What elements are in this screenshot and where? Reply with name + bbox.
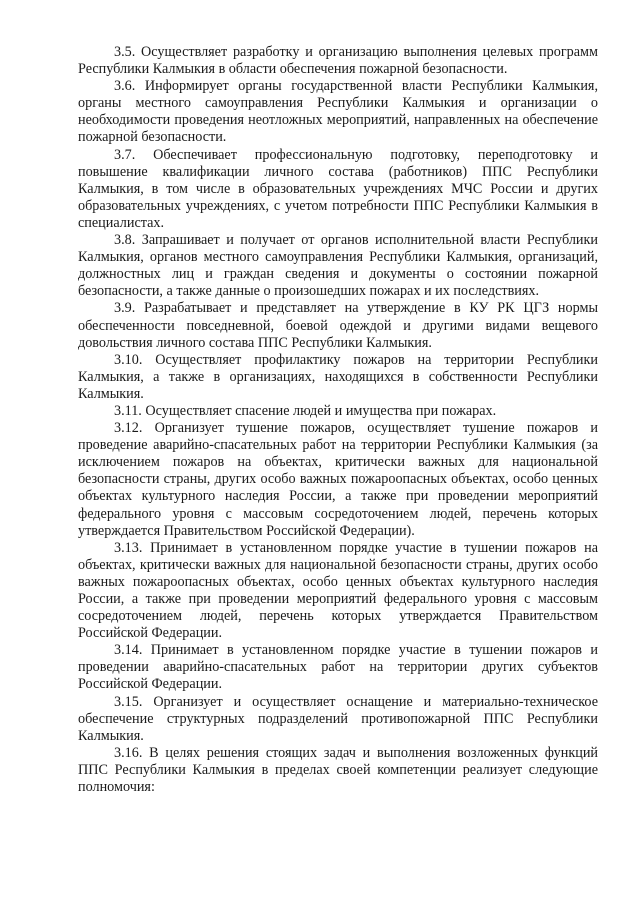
paragraph: 3.15. Организует и осуществляет оснащение и материально-техническое обеспечение структурных подразделений противопожарной ППС Республики Калмыкия. xyxy=(78,693,598,744)
paragraph: 3.5. Осуществляет разработку и организацию выполнения целевых программ Республики Калмыкия в области обеспечения пожарной безопасности. xyxy=(78,44,598,78)
document-page xyxy=(78,44,598,796)
paragraph: 3.12. Организует тушение пожаров, осуществляет тушение пожаров и проведение аварийно-спасательных работ на территории Республики Калмыкия (за исключением пожаров на объектах, критически важных для национальной безопасности страны, других особо важных пожароопасных объектах, особо ценных объектах культурного наследия России, а также при проведении мероприятий федерального уровня с массовым сосредоточением людей, перечень которых утверждается Правительством Российской Федерации). xyxy=(78,420,598,539)
paragraph: 3.16. В целях решения стоящих задач и выполнения возложенных функций ППС Республики Калмыкия в пределах своей компетенции реализует следующие полномочия: xyxy=(78,744,598,796)
paragraph: 3.8. Запрашивает и получает от органов исполнительной власти Республики Калмыкия, органов местного самоуправления Республики Калмыкия, организаций, должностных лиц и граждан сведения и документы о состоянии пожарной безопасности, а также данные о произошедших пожарах и их последствиях. xyxy=(78,232,598,300)
paragraph: 3.14. Принимает в установленном порядке участие в тушении пожаров и проведении аварийно-спасательных работ на территории других субъектов Российской Федерации. xyxy=(78,642,598,693)
paragraph: 3.7. Обеспечивает профессиональную подготовку, переподготовку и повышение квалификации личного состава (работников) ППС Республики Калмыкия, в том числе в образовательных учреждениях МЧС России и других образовательных учреждениях, с учетом потребности ППС Республики Калмыкия в специалистах. xyxy=(78,146,598,231)
paragraph: 3.9. Разрабатывает и представляет на утверждение в КУ РК ЦГЗ нормы обеспеченности повседневной, боевой одеждой и другими видами вещевого довольствия личного состава ППС Республики Калмыкия. xyxy=(78,300,598,351)
paragraph-list xyxy=(78,44,598,796)
paragraph: 3.6. Информирует органы государственной власти Республики Калмыкия, органы местного самоуправления Республики Калмыкия и организации о необходимости проведения неотложных мероприятий, направленных на обеспечение пожарной безопасности. xyxy=(78,78,598,146)
paragraph: 3.13. Принимает в установленном порядке участие в тушении пожаров на объектах, критически важных для национальной безопасности страны, других особо важных пожароопасных объектах, особо ценных объектах культурного наследия России, а также при проведении мероприятий федерального уровня с массовым сосредоточением людей, перечень которых утверждается Правительством Российской Федерации. xyxy=(78,539,598,642)
paragraph: 3.10. Осуществляет профилактику пожаров на территории Республики Калмыкия, а также в организациях, находящихся в собственности Республики Калмыкия. xyxy=(78,351,598,402)
paragraph: 3.11. Осуществляет спасение людей и имущества при пожарах. xyxy=(114,402,497,419)
